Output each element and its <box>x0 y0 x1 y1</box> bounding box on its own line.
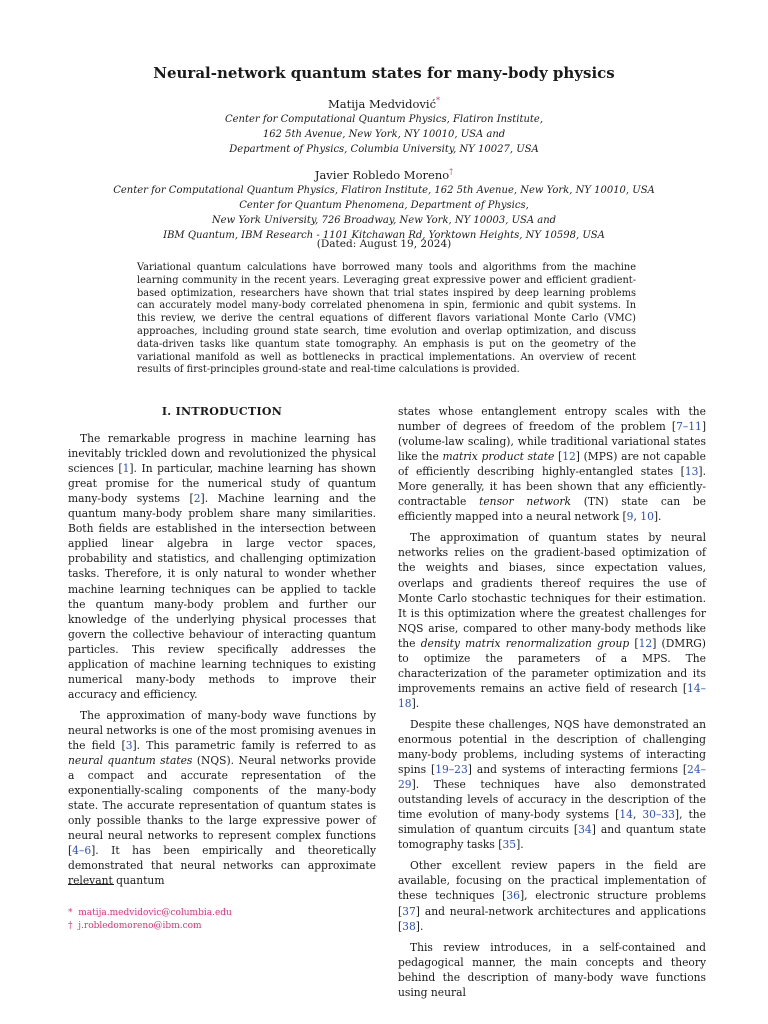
citation-link[interactable]: 3 <box>125 738 133 752</box>
footnote-email-1[interactable] <box>68 908 232 918</box>
paragraph: states whose entanglement entropy scales with the number of degrees of freedom of the problem [7–11] (volume-law scaling), while traditional variational states like the matrix product state [12] (MPS) are not capable of efficiently describing highly-entangled states [13]. More generally, it has been shown that any efficiently-contractable tensor network (TN) state can be efficiently mapped into a neural network [9, 10]. <box>398 405 707 524</box>
author-2 <box>0 167 768 182</box>
citation-link[interactable]: 13 <box>684 465 699 479</box>
author-1-mark[interactable]: * <box>436 96 441 105</box>
abstract: Variational quantum calculations have borrowed many tools and algorithms from the machine learning community in the recent years. Leveraging great expressive power and efficient gradient-based optimization, researchers have shown that trial states inspired by deep learning problems can accurately model many-body correlated phenomena in spin, fermionic and qubit systems. In this review, we derive the central equations of different flavors variational Monte Carlo (VMC) approaches, including ground state search, time evolution and overlap optimization, and discuss data-driven tasks like quantum state tomography. An emphasis is put on the geometry of the variational manifold as well as bottlenecks in practical implementations. An overview of recent results of first-principles ground-state and real-time calculations is provided. <box>137 262 636 376</box>
citation-link[interactable]: 12 <box>638 636 653 650</box>
paragraph: The approximation of quantum states by neural networks relies on the gradient-based optimization of the weights and biases, since expectation values, overlaps and gradients thereof requires the use of Monte Carlo stochastic techniques for their estimation. It is this optimization where the greatest challenges for NQS arise, compared to other many-body methods like the density matrix renormalization group [12] (DMRG) to optimize the parameters of a MPS. The characterization of the parameter optimization and its improvements remains an active field of research [14–18]. <box>398 531 706 710</box>
affiliation-2-line: Center for Computational Quantum Physics, Flatiron Institute, 162 5th Avenue, New York, NY 10010, USA <box>113 185 655 196</box>
citation-link[interactable]: 37 <box>402 904 416 918</box>
footnote-email-2[interactable] <box>68 921 202 931</box>
citation-link[interactable]: 36 <box>506 889 520 903</box>
citation-link[interactable]: 14–18 <box>398 681 706 710</box>
affiliation-2 <box>0 183 768 243</box>
affiliation-1-line: Department of Physics, Columbia University, NY 10027, USA <box>229 144 539 155</box>
affiliation-2-line: New York University, 726 Broadway, New York, NY 10003, USA and <box>211 215 557 226</box>
citation-link[interactable]: 19–23 <box>435 763 468 777</box>
footnote-mark: * <box>68 908 73 918</box>
affiliation-1-line: Center for Computational Quantum Physics, Flatiron Institute, <box>224 114 544 125</box>
footnote-divider <box>68 884 114 885</box>
citation-link[interactable]: 14 <box>619 808 633 822</box>
citation-link[interactable]: 38 <box>402 919 416 933</box>
left-column <box>68 404 376 894</box>
citation-link[interactable]: 12 <box>562 450 576 464</box>
author-1-name: Matija Medvidović <box>327 96 437 111</box>
citation-link[interactable]: 30–33 <box>642 808 675 822</box>
citation-link[interactable]: 10 <box>640 510 654 524</box>
affiliation-2-line: IBM Quantum, IBM Research - 1101 Kitchawan Rd, Yorktown Heights, NY 10598, USA <box>163 230 605 241</box>
paragraph: Other excellent review papers in the field are available, focusing on the practical implementation of these techniques [36], electronic structure problems [37] and neural-network architectures and applications [38]. <box>398 859 706 933</box>
citation-link[interactable]: 2 <box>193 492 201 506</box>
citation-link[interactable]: 7–11 <box>676 420 702 434</box>
paragraph: The remarkable progress in machine learning has inevitably trickled down and revolutionized the physical sciences [1]. In particular, machine learning has shown great promise for the numerical study of quantum many-body systems [2]. Machine learning and the quantum many-body problem share many similarities. Both fields are established in the intersection between applied linear algebra in large vector spaces, probability and statistics, and challenging optimization tasks. Therefore, it is only natural to wonder whether machine learning techniques can be applied to tackle the quantum many-body problem and further our knowledge of the underlying physical processes that govern the collective behaviour of interacting quantum particles. This review specifically addresses the application of machine learning techniques to existing numerical many-body methods to improve their accuracy and efficiency. <box>68 432 376 701</box>
affiliation-1-line: 162 5th Avenue, New York, NY 10010, USA and <box>262 129 506 140</box>
author-2-mark[interactable]: † <box>449 167 454 176</box>
affiliation-1 <box>0 112 768 157</box>
paragraph: Despite these challenges, NQS have demonstrated an enormous potential in the description of challenging many-body problems, including systems of interacting spins [19–23] and systems of interacting fermions [24–29]. These techniques have also demonstrated outstanding levels of accuracy in the description of the time evolution of many-body systems [14, 30–33], the simulation of quantum circuits [34] and quantum state tomography tasks [35]. <box>398 717 707 852</box>
citation-link[interactable]: 4–6 <box>72 844 92 858</box>
right-column <box>398 404 706 1006</box>
affiliation-2-line: Center for Quantum Phenomena, Department of Physics, <box>239 200 529 211</box>
citation-link[interactable]: 24–29 <box>398 763 706 792</box>
date-line: (Dated: August 19, 2024) <box>316 238 452 250</box>
citation-link[interactable]: 1 <box>122 462 130 476</box>
citation-link[interactable]: 35 <box>502 838 517 852</box>
footnote-mark: † <box>68 921 73 931</box>
author-1 <box>0 96 768 111</box>
email-link[interactable]: matija.medvidovic@columbia.edu <box>78 908 232 918</box>
citation-link[interactable]: 9 <box>626 510 634 524</box>
email-link[interactable]: j.robledomoreno@ibm.com <box>78 921 202 931</box>
paragraph: The approximation of many-body wave functions by neural networks is one of the most promising avenues in the field [3]. This parametric family is referred to as neural quantum states (NQS). Neural networks provide a compact and accurate representation of the exponentially-scaling components of the many-body state. The accurate representation of quantum states is only possible thanks to the large expressive power of neural neural networks to represent complex functions [4–6]. It has been empirically and theoretically demonstrated that neural networks can approximate relevant quantum <box>68 708 376 888</box>
section-heading: I. INTRODUCTION <box>161 405 283 418</box>
author-2-name: Javier Robledo Moreno <box>314 167 450 182</box>
paper-title: Neural-network quantum states for many-body physics <box>153 64 615 82</box>
paragraph: This review introduces, in a self-contained and pedagogical manner, the main concepts and theory behind the description of many-body wave functions using neural <box>398 940 706 999</box>
citation-link[interactable]: 34 <box>578 823 592 837</box>
